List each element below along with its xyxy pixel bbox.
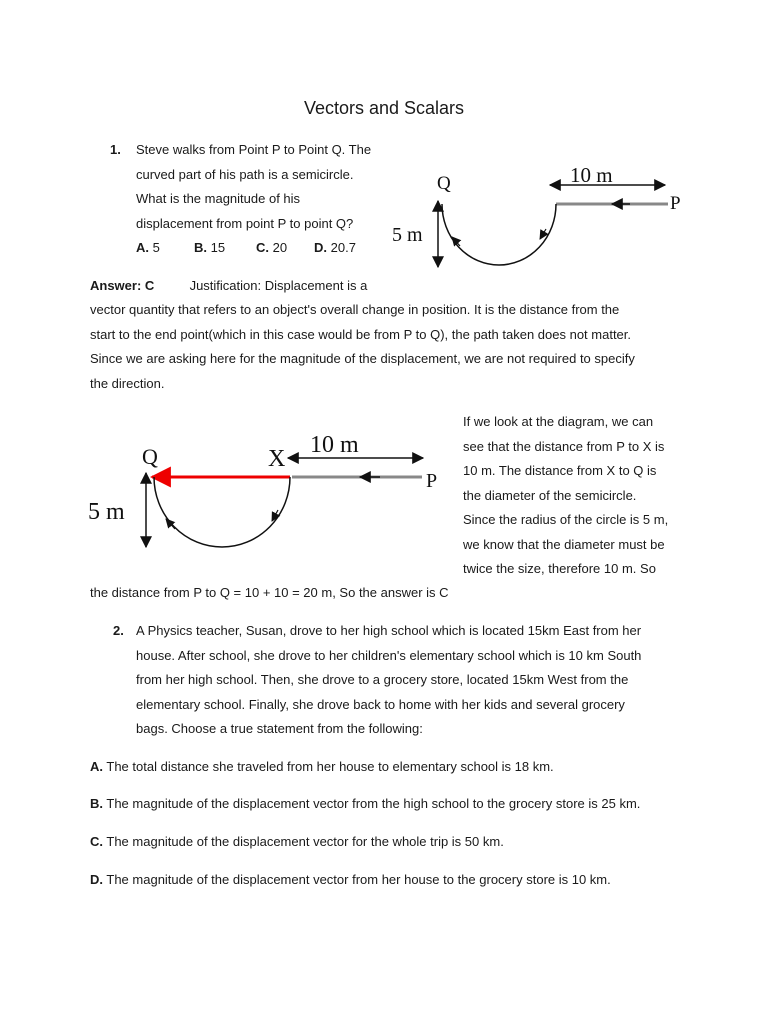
path-diagram-1: [380, 155, 700, 275]
question-2-option-c: C. The magnitude of the displacement vector for the whole trip is 50 km.: [90, 834, 504, 849]
question-2-option-b: B. The magnitude of the displacement vector from the high school to the grocery store is 25 km.: [90, 796, 641, 811]
question-2-line: house. After school, she drove to her children's elementary school which is 10 km South: [136, 647, 642, 663]
explanation-text: [463, 410, 703, 582]
distance-label: 10 m: [310, 432, 359, 458]
answer-line: [90, 274, 367, 299]
explanation-line: we know that the diameter must be: [463, 536, 665, 552]
question-2-line: A Physics teacher, Susan, drove to her high school which is located 15km East from her: [136, 623, 642, 638]
point-q-label: Q: [142, 444, 158, 469]
page-title: Vectors and Scalars: [303, 98, 465, 118]
semicircle-path: [442, 204, 556, 265]
explanation-line: twice the size, therefore 10 m. So: [463, 561, 656, 576]
question-2-text: [136, 619, 696, 742]
justification-line: vector quantity that refers to an object's overall change in position. It is the distance from the: [90, 302, 620, 317]
point-q-label: Q: [437, 173, 451, 194]
question-2-line: from her high school. Then, she drove to a grocery store, located 15km West from the: [136, 672, 629, 687]
question-2-option-d: D. The magnitude of the displacement vector from her house to the grocery store is 10 km.: [90, 872, 611, 887]
question-2-line: bags. Choose a true statement from the following:: [136, 721, 423, 736]
justification-line: Since we are asking here for the magnitude of the displacement, we are not required to specify: [90, 351, 635, 366]
question-2-line: elementary school. Finally, she drove back to home with her kids and several grocery: [136, 696, 625, 712]
explanation-line: see that the distance from P to X is: [463, 438, 665, 454]
curve-arrow-right: [540, 229, 546, 239]
justification-line: the direction.: [90, 375, 165, 391]
explanation-line: the diameter of the semicircle.: [463, 487, 637, 503]
justification-start: Justification: Displacement is a: [189, 278, 368, 293]
point-p-label: P: [426, 470, 438, 492]
path-diagram-2: [80, 425, 460, 555]
explanation-line: Since the radius of the circle is 5 m,: [463, 512, 669, 527]
question-2-option-a: A. The total distance she traveled from her house to elementary school is 18 km.: [90, 759, 554, 774]
question-1-line: Steve walks from Point P to Point Q. The: [136, 142, 372, 157]
question-1-option-b: B. 15: [194, 240, 226, 255]
question-1-text: [136, 138, 396, 236]
question-1-number: 1.: [110, 142, 121, 157]
answer-choice: C: [144, 278, 155, 293]
justification-line: start to the end point(which in this case would be from P to Q), the path taken does not matter.: [90, 326, 632, 342]
point-x-label: X: [268, 446, 286, 472]
question-1-option-c: C. 20: [256, 240, 288, 255]
explanation-line: If we look at the diagram, we can: [463, 414, 654, 429]
question-1-line: What is the magnitude of his: [136, 191, 301, 206]
question-1-line: displacement from point P to point Q?: [136, 215, 354, 231]
distance-label: 10 m: [570, 163, 613, 187]
explanation-conclusion: the distance from P to Q = 10 + 10 = 20 m, So the answer is C: [90, 585, 449, 600]
point-p-label: P: [670, 193, 681, 214]
question-2-number: 2.: [113, 623, 124, 638]
height-label: 5 m: [392, 224, 423, 246]
explanation-line: 10 m. The distance from X to Q is: [463, 463, 657, 478]
question-1-option-a: A. 5: [136, 240, 160, 255]
justification-text: [90, 298, 710, 396]
question-1-option-d: D. 20.7: [314, 240, 356, 255]
height-label: 5 m: [88, 499, 125, 525]
semicircle-path: [154, 477, 290, 547]
question-1-line: curved part of his path is a semicircle.: [136, 166, 354, 182]
curve-arrow-left: [166, 519, 175, 529]
answer-label: Answer:: [90, 278, 142, 293]
